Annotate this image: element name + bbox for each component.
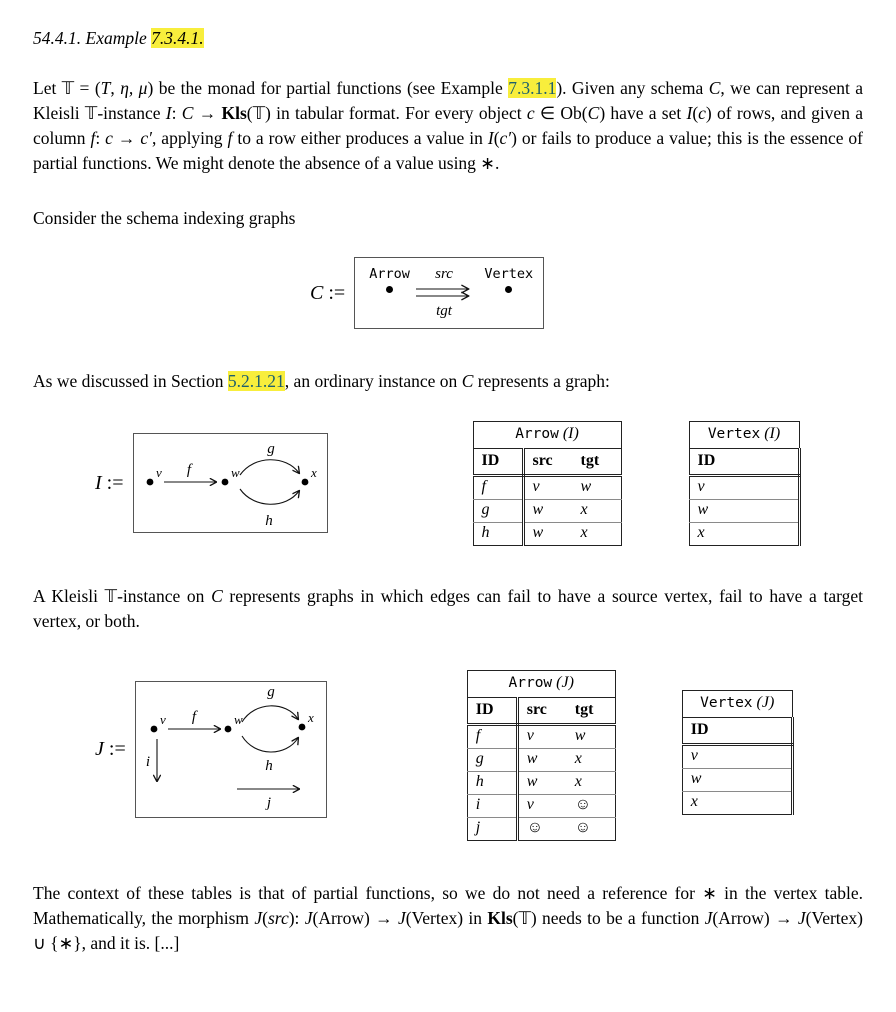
text-segment: 7.3.4.1. (151, 28, 204, 48)
schema-intro-paragraph: Consider the schema indexing graphs (33, 208, 296, 228)
table-title (467, 671, 615, 698)
text-segment: ): (288, 908, 305, 928)
text-segment: : (95, 128, 106, 148)
edge-label-f: f (191, 709, 196, 725)
text-segment: ∈ Ob( (534, 103, 588, 123)
table-cell: x (682, 792, 792, 815)
header-row (689, 449, 799, 476)
table-cell: v (682, 745, 792, 769)
header-row (682, 718, 792, 745)
text-segment: Let 𝕋 = ( (33, 78, 101, 98)
table-cell: w (523, 523, 573, 546)
table-cell: ☺ (567, 818, 616, 841)
column-header: ID (467, 698, 517, 725)
text-segment: ( (262, 908, 268, 928)
text-segment: f (227, 128, 233, 148)
text-segment: I (95, 471, 102, 494)
vertex-dot-w (221, 479, 228, 486)
vertex-label-w: w (233, 712, 243, 727)
table-cell: x (567, 749, 616, 772)
vertex-node (484, 267, 533, 293)
schema-edges-svg (414, 265, 480, 323)
table-cell: w (574, 727, 586, 744)
schema-figure (310, 257, 863, 329)
table-row (689, 500, 799, 523)
kleisli-paragraph (33, 584, 863, 634)
text-segment: c (105, 128, 113, 148)
schema-box (354, 257, 544, 329)
vertex-label-x: x (307, 710, 314, 725)
vertex-dot-w (224, 726, 231, 733)
edge-label-i: i (145, 754, 150, 770)
section-ref-paragraph (33, 369, 863, 394)
column-header: tgt (573, 449, 622, 476)
text-segment: C (181, 103, 194, 123)
table-title (682, 691, 792, 718)
text-segment: (Vertex) in (405, 908, 488, 928)
vertex-label-x: x (310, 465, 317, 480)
table-cell: w (580, 478, 592, 495)
arrow-node-dot (386, 286, 393, 293)
text-segment: c (698, 103, 706, 123)
table-cell: v (532, 478, 540, 495)
instance-j-figure (95, 670, 863, 841)
text-segment: J (704, 908, 713, 928)
table-row (467, 749, 615, 772)
table-title-name: Arrow (508, 675, 553, 691)
table-cell: j (467, 818, 517, 841)
text-segment: ). Given any schema (556, 78, 709, 98)
intro-paragraph (33, 76, 863, 176)
text-segment: As we discussed in Section (33, 371, 228, 391)
table-row (682, 792, 792, 815)
text-segment: ) or fails to produce a value; this is the essence of partial functions. We might denote the absence of a value using ∗. (33, 128, 864, 173)
table-cell: i (467, 795, 517, 818)
vertex-dot-v (146, 479, 153, 486)
table-cell: w (523, 500, 573, 523)
text-segment: A Kleisli 𝕋-instance on (33, 586, 212, 606)
table-cell: v (689, 476, 799, 500)
text-segment: c′ (499, 128, 512, 148)
table-cell: h (467, 772, 517, 795)
text-segment: J (397, 908, 406, 928)
text-segment: , applying (151, 128, 228, 148)
vertex-j-table (682, 690, 794, 815)
vertex-node-label: Vertex (484, 266, 534, 282)
text-segment: 54.4.1. Example (33, 28, 152, 48)
table-title-instance: (I) (764, 425, 781, 442)
table-row (689, 523, 799, 546)
text-segment: ( (692, 103, 699, 123)
header-row (467, 698, 615, 725)
column-header: ID (689, 449, 799, 476)
text-segment: := (323, 281, 346, 304)
text-segment: , we can represent a Kleisli 𝕋-instance (33, 78, 864, 123)
instance-i-box (133, 433, 328, 533)
arrow-node-label: Arrow (369, 266, 410, 282)
text-segment: I (686, 103, 693, 123)
text-segment: Kls (487, 908, 513, 928)
table-row (473, 476, 621, 500)
text-segment: : (171, 103, 182, 123)
arrow-i-table (473, 421, 622, 546)
text-segment: := (103, 738, 126, 760)
text-segment: C (461, 371, 474, 391)
table-title-name: Vertex (707, 426, 761, 442)
edge-label-h: h (264, 758, 273, 774)
text-segment: Kls (221, 103, 247, 123)
table-cell: ☺ (567, 795, 616, 818)
table-row (467, 772, 615, 795)
instance-j-label (95, 737, 126, 762)
edge-label-j: j (266, 795, 271, 811)
ref-link[interactable]: 5.2.1.21 (227, 371, 285, 391)
text-segment: C (708, 78, 721, 98)
table-cell: w (689, 500, 799, 523)
text-segment: I (165, 103, 172, 123)
vertex-dot-x (301, 479, 308, 486)
table-row (473, 500, 621, 523)
table-title-instance: (J) (556, 674, 574, 691)
text-segment: , (110, 78, 121, 98)
arrow-j-table (467, 670, 616, 841)
text-segment: (𝕋) in tabular format. For every object (246, 103, 527, 123)
text-segment: C (310, 281, 324, 304)
text-segment: ) be the monad for partial functions (see Example (147, 78, 509, 98)
edge-g-arrow (240, 460, 299, 475)
vertex-label-v: v (159, 712, 166, 727)
arrow-node (369, 267, 410, 293)
text-segment: J (254, 908, 263, 928)
instance-i-figure (95, 421, 863, 546)
text-segment: (Vertex) ∪ {∗}, and it is. [...] (33, 908, 863, 953)
table-title-name: Arrow (515, 426, 559, 442)
header-row (473, 449, 621, 476)
edge-g-arrow (242, 706, 298, 722)
instance-j-box (135, 681, 327, 818)
vertex-node-dot (505, 286, 512, 293)
closing-paragraph (33, 881, 863, 956)
text-segment: ( (493, 128, 500, 148)
ref-link[interactable]: 7.3.1.1 (508, 78, 557, 98)
text-segment: J (304, 908, 313, 928)
vertex-i-table (689, 421, 801, 546)
vertex-dot-v (150, 726, 157, 733)
table-row (682, 769, 792, 792)
text-segment: f (90, 128, 96, 148)
table-cell: w (682, 769, 792, 792)
table-cell: v (526, 727, 534, 744)
text-segment: η, μ (120, 78, 148, 98)
instance-j-diagram (95, 681, 327, 818)
table-cell: g (473, 500, 523, 523)
text-segment: T (100, 78, 111, 98)
table-title (689, 422, 799, 449)
table-row (467, 795, 615, 818)
table-row (689, 476, 799, 500)
tgt-edge-label: tgt (436, 303, 453, 319)
column-header: src (517, 698, 567, 725)
table-cell: w (517, 772, 567, 795)
table-cell: h (473, 523, 523, 546)
text-segment: C (587, 103, 600, 123)
column-header: ID (682, 718, 792, 745)
table-cell: x (573, 500, 622, 523)
text-segment: ) have a set (599, 103, 687, 123)
text-segment: C (211, 586, 223, 606)
text-segment: → (112, 128, 141, 148)
text-segment: to a row either produces a value in (232, 128, 488, 148)
table-cell: x (689, 523, 799, 546)
text-segment: The context of these tables is that of partial functions, so we do not need a reference for ∗ in the vertex table. Mathematically, the morphism (33, 883, 863, 928)
text-segment: c (526, 103, 535, 123)
edge-label-g: g (266, 441, 275, 457)
text-segment: represents a graph: (473, 371, 610, 391)
edge-label-f: f (186, 462, 191, 478)
table-row (467, 818, 615, 841)
table-cell: f (467, 725, 517, 749)
instance-i-graph-svg (134, 434, 327, 532)
schema-label (310, 281, 345, 306)
vertex-dot-x (298, 724, 305, 731)
edge-label-g: g (266, 684, 275, 700)
instance-j-graph-svg (136, 682, 326, 817)
table-row (682, 745, 792, 769)
column-header: src (523, 449, 573, 476)
text-segment: c′ (140, 128, 152, 148)
table-cell: ☺ (517, 818, 567, 841)
text-segment: (Arrow) → (312, 908, 398, 928)
edge-label-h: h (264, 513, 273, 529)
vertex-label-w: w (230, 465, 240, 480)
instance-i-label (95, 471, 124, 496)
text-segment: ) of rows, and given a column (33, 103, 863, 148)
table-title (473, 422, 621, 449)
table-row (473, 523, 621, 546)
instance-i-diagram (95, 433, 328, 533)
text-segment: (𝕋) needs to be a function (512, 908, 705, 928)
edge-h-arrow (240, 489, 299, 504)
table-cell: v (517, 795, 567, 818)
edge-h-arrow (242, 736, 298, 752)
table-cell: x (567, 772, 616, 795)
vertex-label-v: v (155, 465, 162, 480)
text-segment: represents graphs in which edges can fail to have a source vertex, fail to have a target vertex, or both. (33, 586, 863, 631)
table-cell: w (517, 749, 567, 772)
text-segment: , an ordinary instance on (284, 371, 462, 391)
table-title-instance: (J) (756, 694, 775, 711)
text-segment: src (267, 908, 289, 928)
text-segment: := (101, 471, 124, 494)
text-segment: J (797, 908, 806, 928)
text-segment: J (95, 738, 104, 760)
table-title-instance: (I) (562, 425, 579, 442)
table-row (467, 725, 615, 749)
column-header: tgt (567, 698, 616, 725)
table-cell: f (473, 476, 523, 500)
table-cell: x (573, 523, 622, 546)
text-segment: → (193, 103, 222, 123)
src-edge-label: src (435, 266, 453, 282)
section-heading (33, 26, 863, 51)
text-segment: I (487, 128, 494, 148)
table-cell: g (467, 749, 517, 772)
column-header: ID (473, 449, 523, 476)
table-title-name: Vertex (700, 695, 753, 711)
text-segment: (Arrow) → (712, 908, 798, 928)
